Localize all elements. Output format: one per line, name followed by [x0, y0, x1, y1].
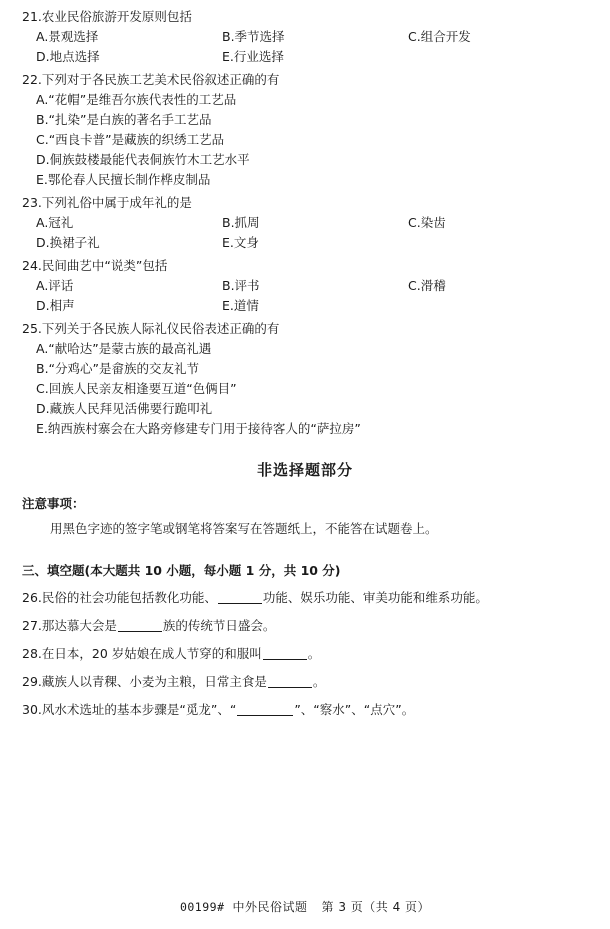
- fill-text: 28.在日本，20 岁姑娘在成人节穿的和服叫: [22, 646, 262, 661]
- option-d[interactable]: D.换裙子礼: [36, 235, 100, 250]
- option-c[interactable]: C.“西良卡普”是藏族的织绣工艺品: [36, 132, 225, 147]
- question-stem: 21.农业民俗旅游开发原则包括: [22, 9, 192, 24]
- page-content: [22, 8, 588, 729]
- fill-item-30: [22, 701, 588, 718]
- answer-blank[interactable]: [118, 618, 162, 632]
- fill-text: 。: [307, 646, 321, 661]
- answer-blank[interactable]: [237, 702, 293, 716]
- question-22: [22, 71, 588, 188]
- page-number: 第 3 页（共 4 页）: [321, 900, 431, 914]
- option-a[interactable]: A.冠礼: [36, 215, 74, 230]
- fill-item-27: [22, 617, 588, 634]
- question-stem: 23.下列礼俗中属于成年礼的是: [22, 195, 192, 210]
- question-stem: 25.下列关于各民族人际礼仪民俗表述正确的有: [22, 321, 280, 336]
- option-row: [22, 277, 588, 294]
- option-d[interactable]: D.相声: [36, 298, 75, 313]
- option-b[interactable]: B.“分鸡心”是畲族的交友礼节: [36, 361, 200, 376]
- option-c[interactable]: C.组合开发: [408, 29, 471, 44]
- fill-text: ”、“察水”、“点穴”。: [294, 702, 415, 717]
- option-row: [22, 297, 588, 314]
- option-b[interactable]: B.“扎染”是白族的著名手工艺品: [36, 112, 212, 127]
- option-c[interactable]: C.回族人民亲友相逢要互道“色俩目”: [36, 381, 237, 396]
- notice-body: 用黑色字迹的签字笔或钢笔将答案写在答题纸上，不能答在试题卷上。: [50, 521, 438, 536]
- notice-title: 注意事项：: [22, 496, 85, 511]
- option-c[interactable]: C.染齿: [408, 215, 446, 230]
- question-24: [22, 257, 588, 314]
- fill-text: 功能、娱乐功能、审美功能和维系功能。: [262, 590, 488, 605]
- option-row: [22, 48, 588, 65]
- fill-text: 26.民俗的社会功能包括教化功能、: [22, 590, 217, 605]
- option-a[interactable]: A.景观选择: [36, 29, 99, 44]
- answer-blank[interactable]: [268, 674, 312, 688]
- option-row: [22, 214, 588, 231]
- exam-title: 中外民俗试题: [232, 900, 308, 914]
- fill-item-28: [22, 645, 588, 662]
- option-row: [22, 28, 588, 45]
- question-stem: 24.民间曲艺中“说类”包括: [22, 258, 168, 273]
- option-a[interactable]: A.“花帽”是维吾尔族代表性的工艺品: [36, 92, 237, 107]
- question-stem: 22.下列对于各民族工艺美术民俗叙述正确的有: [22, 72, 280, 87]
- question-21: [22, 8, 588, 65]
- page-footer: [0, 898, 610, 915]
- part-heading-fill-in-blank: 三、填空题(本大题共 10 小题，每小题 1 分，共 10 分): [22, 563, 341, 578]
- option-d[interactable]: D.地点选择: [36, 49, 100, 64]
- option-b[interactable]: B.评书: [222, 278, 260, 293]
- fill-item-29: [22, 673, 588, 690]
- fill-text: 27.那达慕大会是: [22, 618, 117, 633]
- option-row: [22, 234, 588, 251]
- exam-code: 00199#: [179, 900, 225, 914]
- option-e[interactable]: E.纳西族村寨会在大路旁修建专门用于接待客人的“萨拉房”: [36, 421, 361, 436]
- fill-item-26: [22, 589, 588, 606]
- option-e[interactable]: E.行业选择: [222, 49, 284, 64]
- option-a[interactable]: A.评话: [36, 278, 74, 293]
- fill-text: 30.风水术选址的基本步骤是“觅龙”、“: [22, 702, 237, 717]
- option-e[interactable]: E.道情: [222, 298, 259, 313]
- option-d[interactable]: D.藏族人民拜见活佛要行跪叩礼: [36, 401, 213, 416]
- fill-text: 29.藏族人以青稞、小麦为主粮，日常主食是: [22, 674, 267, 689]
- fill-text: 族的传统节日盛会。: [162, 618, 276, 633]
- option-a[interactable]: A.“献哈达”是蒙古族的最高礼遇: [36, 341, 212, 356]
- fill-text: 。: [312, 674, 326, 689]
- option-b[interactable]: B.季节选择: [222, 29, 285, 44]
- answer-blank[interactable]: [263, 646, 307, 660]
- option-d[interactable]: D.侗族鼓楼最能代表侗族竹木工艺水平: [36, 152, 250, 167]
- option-b[interactable]: B.抓周: [222, 215, 260, 230]
- option-c[interactable]: C.滑稽: [408, 278, 446, 293]
- answer-blank[interactable]: [218, 590, 262, 604]
- section-title: 非选择题部分: [256, 461, 353, 479]
- question-23: [22, 194, 588, 251]
- option-e[interactable]: E.鄂伦春人民擅长制作桦皮制品: [36, 172, 211, 187]
- option-e[interactable]: E.文身: [222, 235, 259, 250]
- question-25: [22, 320, 588, 437]
